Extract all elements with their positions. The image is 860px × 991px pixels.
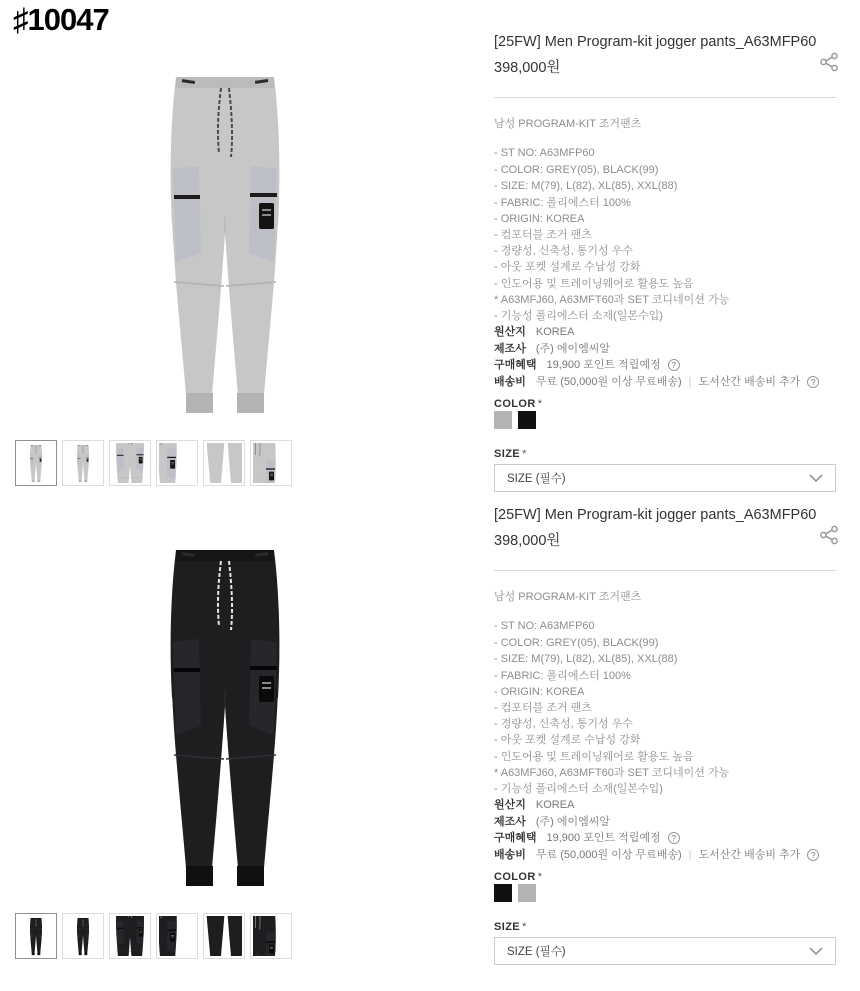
- shipping-extra: 도서산간 배송비 추가: [698, 375, 801, 388]
- thumbnail-item[interactable]: [15, 913, 57, 959]
- product-subtitle: 남성 PROGRAM-KIT 조거팬츠: [494, 591, 642, 603]
- benefit-label: 구매혜택: [494, 832, 537, 844]
- info-table: [494, 797, 819, 863]
- feature-line: * A63MFJ60, A63MFT60과 SET 코디네이션 가능: [494, 293, 730, 306]
- help-icon[interactable]: ?: [807, 376, 819, 388]
- thumbnail-item[interactable]: [203, 913, 245, 959]
- color-swatch-black[interactable]: [494, 884, 512, 902]
- feature-line: - 경량성, 신축성, 통기성 우수: [494, 718, 633, 731]
- required-mark: *: [522, 448, 527, 460]
- divider: [494, 97, 836, 98]
- thumbnail-strip: [15, 913, 292, 959]
- feature-line: - 기능성 폴리에스터 소재(일본수입): [494, 310, 663, 323]
- spec-line: - COLOR: GREY(05), BLACK(99): [494, 163, 659, 176]
- size-select-value: SIZE (필수): [507, 946, 566, 958]
- manufacturer-label: 제조사: [494, 815, 526, 828]
- origin-label: 원산지: [494, 799, 526, 811]
- shipping-row: [494, 374, 819, 391]
- color-swatch-grey[interactable]: [494, 411, 512, 429]
- separator: |: [688, 375, 692, 388]
- help-icon[interactable]: ?: [668, 832, 680, 844]
- manufacturer-row: [494, 341, 819, 358]
- feature-line: - 인도어용 및 트레이닝웨어로 활용도 높음: [494, 277, 694, 290]
- color-option-label: [494, 398, 542, 410]
- feature-line: - 아웃 포켓 설계로 수납성 강화: [494, 734, 641, 747]
- separator: |: [688, 848, 692, 861]
- spec-line: - ST NO: A63MFP60: [494, 147, 595, 159]
- spec-list: [494, 145, 677, 228]
- thumbnail-item[interactable]: [156, 913, 198, 959]
- manufacturer-value: (주) 에이엠씨알: [535, 815, 611, 828]
- benefit-row: [494, 830, 819, 847]
- spec-line: - FABRIC: 폴리에스터 100%: [494, 196, 631, 209]
- origin-label: 원산지: [494, 326, 526, 338]
- product-image: [65, 40, 385, 434]
- spec-line: - SIZE: M(79), L(82), XL(85), XXL(88): [494, 653, 678, 665]
- origin-row: [494, 324, 819, 341]
- color-label-text: COLOR: [494, 398, 536, 410]
- shipping-extra: 도서산간 배송비 추가: [698, 848, 801, 861]
- size-label-text: SIZE: [494, 448, 521, 460]
- required-mark: *: [537, 398, 543, 410]
- help-icon[interactable]: ?: [807, 849, 819, 861]
- feature-line: - 아웃 포켓 설계로 수납성 강화: [494, 261, 641, 274]
- product-title: [25FW] Men Program-kit jogger pants_A63MFP60: [494, 507, 817, 523]
- benefit-value: 19,900 포인트 적립예정: [546, 359, 661, 371]
- required-mark: *: [522, 921, 527, 933]
- color-swatch-group: [494, 884, 536, 902]
- size-select-value: SIZE (필수): [507, 473, 566, 485]
- spec-line: - FABRIC: 폴리에스터 100%: [494, 669, 631, 682]
- feature-line: - 인도어용 및 트레이닝웨어로 활용도 높음: [494, 750, 694, 763]
- grey-jogger-pants-image: [65, 40, 385, 434]
- help-icon[interactable]: ?: [668, 359, 680, 371]
- size-option-label: [494, 448, 527, 460]
- spec-line: - ST NO: A63MFP60: [494, 620, 595, 632]
- size-option-label: [494, 921, 527, 933]
- spec-line: - ORIGIN: KOREA: [494, 213, 585, 225]
- product-price: 398,000원: [494, 533, 561, 549]
- origin-value: KOREA: [535, 799, 575, 811]
- spec-line: - ORIGIN: KOREA: [494, 686, 585, 698]
- shipping-label: 배송비: [494, 848, 526, 861]
- shipping-row: [494, 847, 819, 864]
- color-swatch-black[interactable]: [518, 411, 536, 429]
- product-section-grey: [0, 0, 860, 492]
- chevron-down-icon: [809, 947, 823, 955]
- thumbnail-item[interactable]: [62, 913, 104, 959]
- info-table: [494, 324, 819, 390]
- feature-list: [494, 700, 729, 797]
- black-jogger-pants-image: [65, 513, 385, 907]
- origin-value: KOREA: [535, 326, 575, 338]
- origin-row: [494, 797, 819, 814]
- size-select[interactable]: [494, 937, 836, 965]
- divider: [494, 570, 836, 571]
- manufacturer-label: 제조사: [494, 342, 526, 355]
- feature-line: - 컴포터블 조거 팬츠: [494, 702, 592, 714]
- color-swatch-grey[interactable]: [518, 884, 536, 902]
- benefit-label: 구매혜택: [494, 359, 537, 371]
- spec-line: - COLOR: GREY(05), BLACK(99): [494, 636, 659, 649]
- spec-line: - SIZE: M(79), L(82), XL(85), XXL(88): [494, 180, 678, 192]
- color-label-text: COLOR: [494, 871, 536, 883]
- feature-line: - 컴포터블 조거 팬츠: [494, 229, 592, 241]
- color-swatch-group: [494, 411, 536, 429]
- shipping-value: 무료 (50,000원 이상 무료배송): [535, 848, 682, 861]
- color-option-label: [494, 871, 542, 883]
- manufacturer-value: (주) 에이엠씨알: [535, 342, 611, 355]
- benefit-value: 19,900 포인트 적립예정: [546, 832, 661, 844]
- share-button[interactable]: [818, 525, 840, 547]
- feature-line: * A63MFJ60, A63MFT60과 SET 코디네이션 가능: [494, 766, 730, 779]
- share-button[interactable]: [818, 52, 840, 74]
- manufacturer-row: [494, 814, 819, 831]
- feature-line: - 기능성 폴리에스터 소재(일본수입): [494, 783, 663, 796]
- shipping-value: 무료 (50,000원 이상 무료배송): [535, 375, 682, 388]
- shipping-label: 배송비: [494, 375, 526, 388]
- feature-list: [494, 227, 729, 324]
- page-tag: ♯10047: [13, 2, 109, 37]
- thumbnail-item[interactable]: [109, 913, 151, 959]
- required-mark: *: [537, 871, 543, 883]
- size-label-text: SIZE: [494, 921, 521, 933]
- thumbnail-item[interactable]: [250, 913, 292, 959]
- spec-list: [494, 618, 677, 701]
- product-image: [65, 513, 385, 907]
- share-icon: [819, 525, 839, 545]
- product-price: 398,000원: [494, 60, 561, 76]
- feature-line: - 경량성, 신축성, 통기성 우수: [494, 245, 633, 258]
- product-title: [25FW] Men Program-kit jogger pants_A63MFP60: [494, 34, 817, 50]
- benefit-row: [494, 357, 819, 374]
- product-subtitle: 남성 PROGRAM-KIT 조거팬츠: [494, 118, 642, 130]
- product-section-black: [0, 473, 860, 965]
- share-icon: [819, 52, 839, 72]
